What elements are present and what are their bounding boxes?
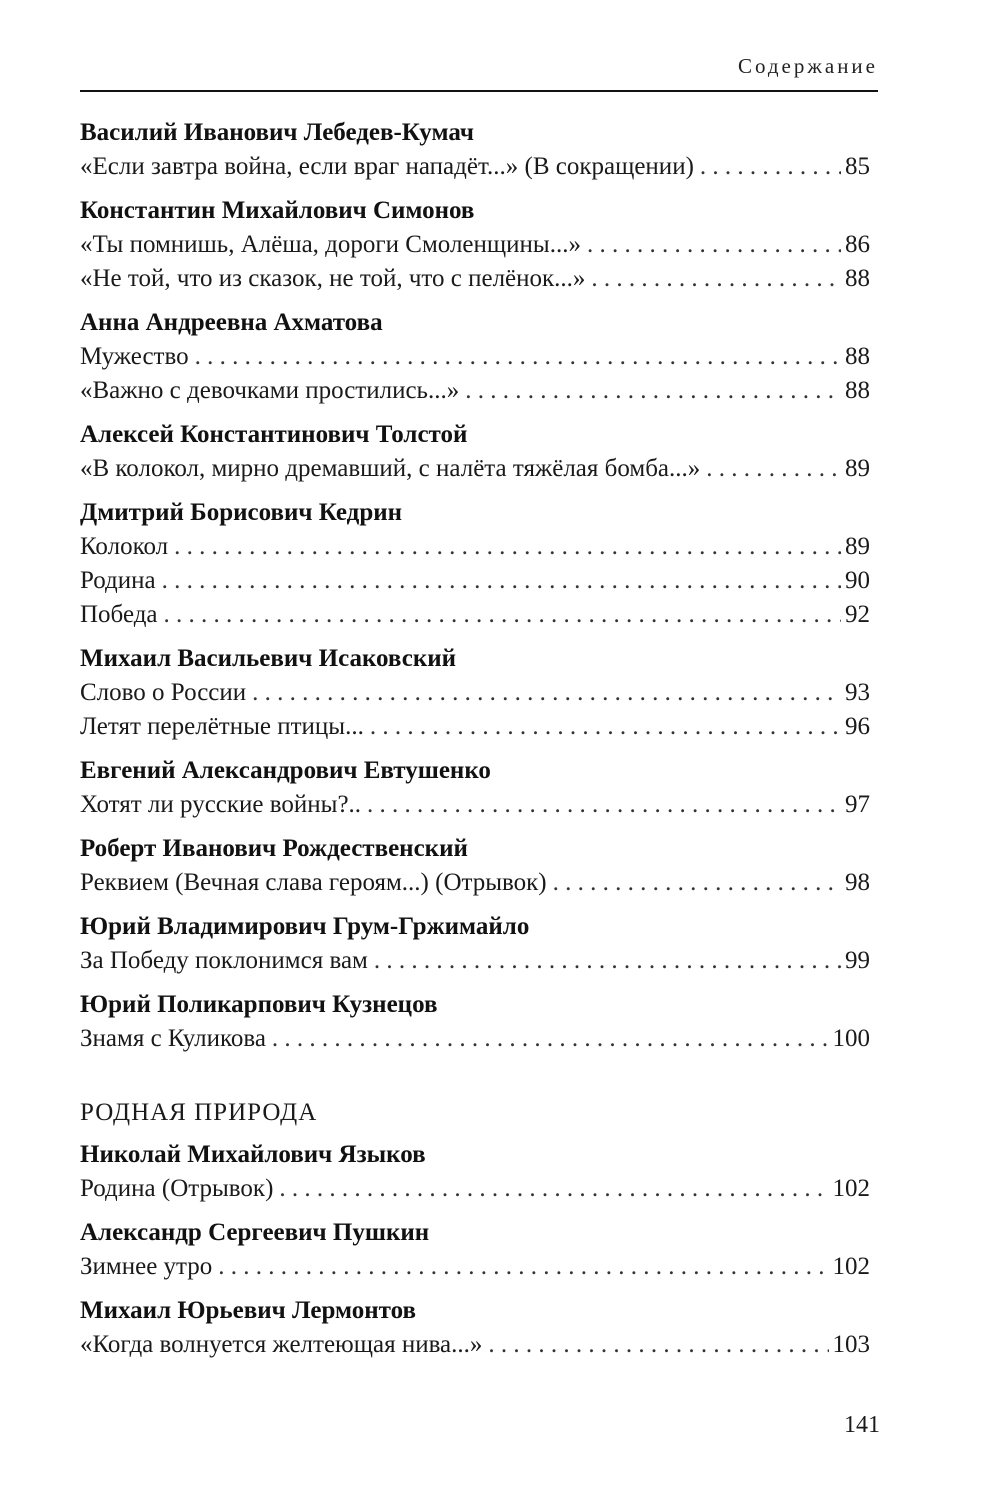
author-name: Юрий Поликарпович Кузнецов [80, 991, 438, 1018]
entry-page-number: 92 [845, 601, 870, 628]
toc-group-list-b [80, 1138, 870, 1362]
dot-leader [164, 598, 841, 632]
dot-leader [488, 1328, 828, 1362]
entry-title: Родина [80, 567, 156, 594]
entry-page-number: 102 [832, 1175, 870, 1202]
entry-title: «Когда волнуется желтеющая нива...» [80, 1331, 483, 1358]
dot-leader [700, 150, 841, 184]
entry-page-number: 90 [845, 567, 870, 594]
toc-entry[interactable] [80, 452, 870, 486]
section-title: РОДНАЯ ПРИРОДА [80, 1099, 318, 1126]
entry-title: Слово о России [80, 679, 247, 706]
dot-leader [174, 530, 841, 564]
entry-title: Хотят ли русские войны?.. [80, 791, 362, 818]
entry-title: «Важно с девочками простились...» [80, 377, 460, 404]
author-name: Александр Сергеевич Пушкин [80, 1219, 430, 1246]
toc-entry[interactable] [80, 1250, 870, 1284]
toc-entry[interactable] [80, 150, 870, 184]
page-number: 141 [844, 1412, 880, 1438]
toc-group-list-a [80, 116, 870, 1056]
author-name: Алексей Константинович Толстой [80, 421, 468, 448]
toc-entry[interactable] [80, 1022, 870, 1056]
header-rule [80, 90, 878, 92]
entry-page-number: 86 [845, 231, 870, 258]
toc-entry[interactable] [80, 866, 870, 900]
toc-entry[interactable] [80, 374, 870, 408]
author-name: Евгений Александрович Евтушенко [80, 757, 491, 784]
toc-entry[interactable] [80, 1172, 870, 1206]
entry-title: «Не той, что из сказок, не той, что с пелёнок...» [80, 265, 586, 292]
author-name: Дмитрий Борисович Кедрин [80, 499, 403, 526]
dot-leader [279, 1172, 828, 1206]
toc-entry[interactable] [80, 228, 870, 262]
toc-entry[interactable] [80, 944, 870, 978]
author-name: Николай Михайлович Языков [80, 1141, 426, 1168]
toc-entry[interactable] [80, 676, 870, 710]
dot-leader [587, 228, 841, 262]
toc-entry[interactable] [80, 598, 870, 632]
dot-leader [195, 340, 841, 374]
dot-leader [370, 710, 841, 744]
dot-leader [374, 944, 841, 978]
entry-page-number: 96 [845, 713, 870, 740]
dot-leader [272, 1022, 829, 1056]
author-name: Михаил Васильевич Исаковский [80, 645, 457, 672]
dot-leader [218, 1250, 828, 1284]
author-name: Константин Михайлович Симонов [80, 197, 475, 224]
dot-leader [591, 262, 841, 296]
dot-leader [465, 374, 841, 408]
table-of-contents [80, 116, 870, 1362]
entry-title: Колокол [80, 533, 169, 560]
entry-page-number: 102 [832, 1253, 870, 1280]
entry-page-number: 103 [832, 1331, 870, 1358]
running-head: Содержание [737, 54, 878, 78]
entry-title: За Победу поклонимся вам [80, 947, 368, 974]
toc-entry[interactable] [80, 530, 870, 564]
dot-leader [553, 866, 841, 900]
toc-entry[interactable] [80, 564, 870, 598]
entry-page-number: 89 [845, 455, 870, 482]
entry-page-number: 88 [845, 343, 870, 370]
entry-page-number: 100 [832, 1025, 870, 1052]
entry-page-number: 93 [845, 679, 870, 706]
author-name: Анна Андреевна Ахматова [80, 309, 383, 336]
entry-page-number: 85 [845, 153, 870, 180]
author-name: Роберт Иванович Рождественский [80, 835, 468, 862]
entry-title: «Ты помнишь, Алёша, дороги Смоленщины...» [80, 231, 581, 258]
entry-page-number: 88 [845, 377, 870, 404]
toc-entry[interactable] [80, 262, 870, 296]
dot-leader [162, 564, 841, 598]
entry-title: Зимнее утро [80, 1253, 213, 1280]
toc-entry[interactable] [80, 710, 870, 744]
author-name: Василий Иванович Лебедев-Кумач [80, 119, 474, 146]
entry-page-number: 89 [845, 533, 870, 560]
dot-leader [252, 676, 841, 710]
entry-title: Родина (Отрывок) [80, 1175, 274, 1202]
entry-title: Летят перелётные птицы... [80, 713, 364, 740]
entry-title: Победа [80, 601, 158, 628]
toc-entry[interactable] [80, 788, 870, 822]
entry-title: «В колокол, мирно дремавший, с налёта тяжёлая бомба...» [80, 455, 701, 482]
entry-page-number: 98 [845, 869, 870, 896]
entry-title: Мужество [80, 343, 189, 370]
dot-leader [706, 452, 841, 486]
author-name: Юрий Владимирович Грум-Гржимайло [80, 913, 530, 940]
entry-page-number: 88 [845, 265, 870, 292]
toc-entry[interactable] [80, 340, 870, 374]
entry-title: Реквием (Вечная слава героям...) (Отрывок) [80, 869, 547, 896]
entry-title: «Если завтра война, если враг нападёт...» (В сокращении) [80, 153, 694, 180]
entry-page-number: 99 [845, 947, 870, 974]
author-name: Михаил Юрьевич Лермонтов [80, 1297, 416, 1324]
dot-leader [367, 788, 841, 822]
entry-title: Знамя с Куликова [80, 1025, 266, 1052]
toc-entry[interactable] [80, 1328, 870, 1362]
entry-page-number: 97 [845, 791, 870, 818]
